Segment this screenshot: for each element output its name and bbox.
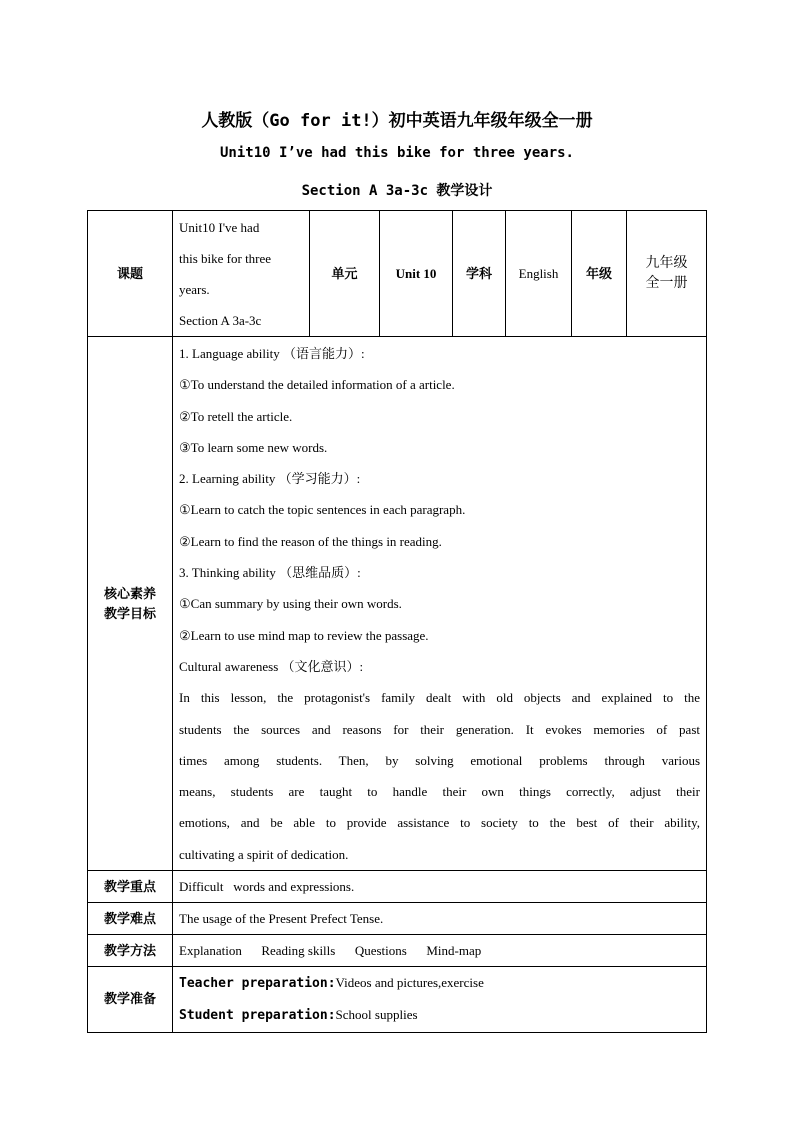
grade-value-line: 九年级 <box>645 255 688 271</box>
objective-line: 2. Learning ability （学习能力）: <box>179 471 361 487</box>
objective-line: Cultural awareness （文化意识）: <box>179 658 364 674</box>
difficult-points-row <box>88 903 707 935</box>
teacher-preparation-label: Teacher preparation: <box>179 976 336 992</box>
cultural-paragraph-line: students the sources and reasons for their generation. It evokes memories of past <box>179 721 700 737</box>
topic-line: Unit10 I've had <box>179 219 260 235</box>
preparation-value <box>173 967 707 1033</box>
objective-line: 3. Thinking ability （思维品质）: <box>179 565 361 581</box>
unit-label: 单元 <box>310 211 380 337</box>
subject-value: English <box>506 211 572 337</box>
grade-value <box>627 211 707 337</box>
subject-label: 学科 <box>453 211 506 337</box>
objectives-label <box>88 337 173 871</box>
difficult-points-value: The usage of the Present Prefect Tense. <box>173 903 707 935</box>
student-preparation-label: Student preparation: <box>179 1008 336 1024</box>
objective-line: ①To understand the detailed information of a article. <box>179 377 455 393</box>
objective-line: ①Can summary by using their own words. <box>179 596 402 612</box>
methods-row <box>88 935 707 967</box>
preparation-row <box>88 967 707 1033</box>
topic-line: this bike for three <box>179 250 272 266</box>
preparation-label: 教学准备 <box>88 967 173 1033</box>
methods-value: Explanation Reading skills Questions Mind-map <box>173 935 707 967</box>
objectives-row <box>88 337 707 871</box>
objective-line: ②Learn to find the reason of the things in reading. <box>179 533 442 549</box>
topic-row <box>88 211 707 337</box>
topic-label: 课题 <box>88 211 173 337</box>
cultural-paragraph-line: means, students are taught to handle their own things correctly, adjust their <box>179 784 700 800</box>
cultural-paragraph-line: cultivating a spirit of dedication. <box>179 846 349 862</box>
cultural-paragraph-line: In this lesson, the protagonist's family dealt with old objects and explained to the <box>179 690 700 706</box>
unit-value: Unit 10 <box>380 211 453 337</box>
unit-title: Unit10 I’ve had this bike for three years. <box>219 145 574 161</box>
section-title: Section A 3a-3c 教学设计 <box>301 183 493 199</box>
objectives-label-line: 核心素养 <box>103 585 156 601</box>
grade-label: 年级 <box>572 211 627 337</box>
cultural-paragraph-line: emotions, and be able to provide assistance to society to the best of their ability, <box>179 815 700 831</box>
methods-label: 教学方法 <box>88 935 173 967</box>
teacher-preparation-value: Videos and pictures,exercise <box>335 975 484 991</box>
key-points-value: Difficult words and expressions. <box>173 871 707 903</box>
topic-value <box>173 211 310 337</box>
student-preparation-value: School supplies <box>335 1007 418 1023</box>
objectives-label-line: 教学目标 <box>103 605 156 621</box>
key-points-row <box>88 871 707 903</box>
student-preparation <box>179 999 700 1031</box>
objective-line: 1. Language ability （语言能力）: <box>179 346 365 361</box>
topic-line: Section A 3a-3c <box>179 312 262 328</box>
teacher-preparation <box>179 967 700 999</box>
cultural-paragraph-line: times among students. Then, by solving emotional problems through various <box>179 752 700 768</box>
objective-line: ②Learn to use mind map to review the passage. <box>179 627 429 643</box>
topic-line: years. <box>179 281 210 297</box>
difficult-points-label: 教学难点 <box>88 903 173 935</box>
objective-line: ③To learn some new words. <box>179 439 328 455</box>
grade-value-line: 全一册 <box>645 275 688 291</box>
objectives-content <box>173 337 707 871</box>
objective-line: ①Learn to catch the topic sentences in each paragraph. <box>179 502 466 518</box>
key-points-label: 教学重点 <box>88 871 173 903</box>
document-title: 人教版（Go for it!）初中英语九年级年级全一册 <box>201 111 593 131</box>
lesson-plan-table <box>87 210 707 1033</box>
objective-line: ②To retell the article. <box>179 408 293 424</box>
